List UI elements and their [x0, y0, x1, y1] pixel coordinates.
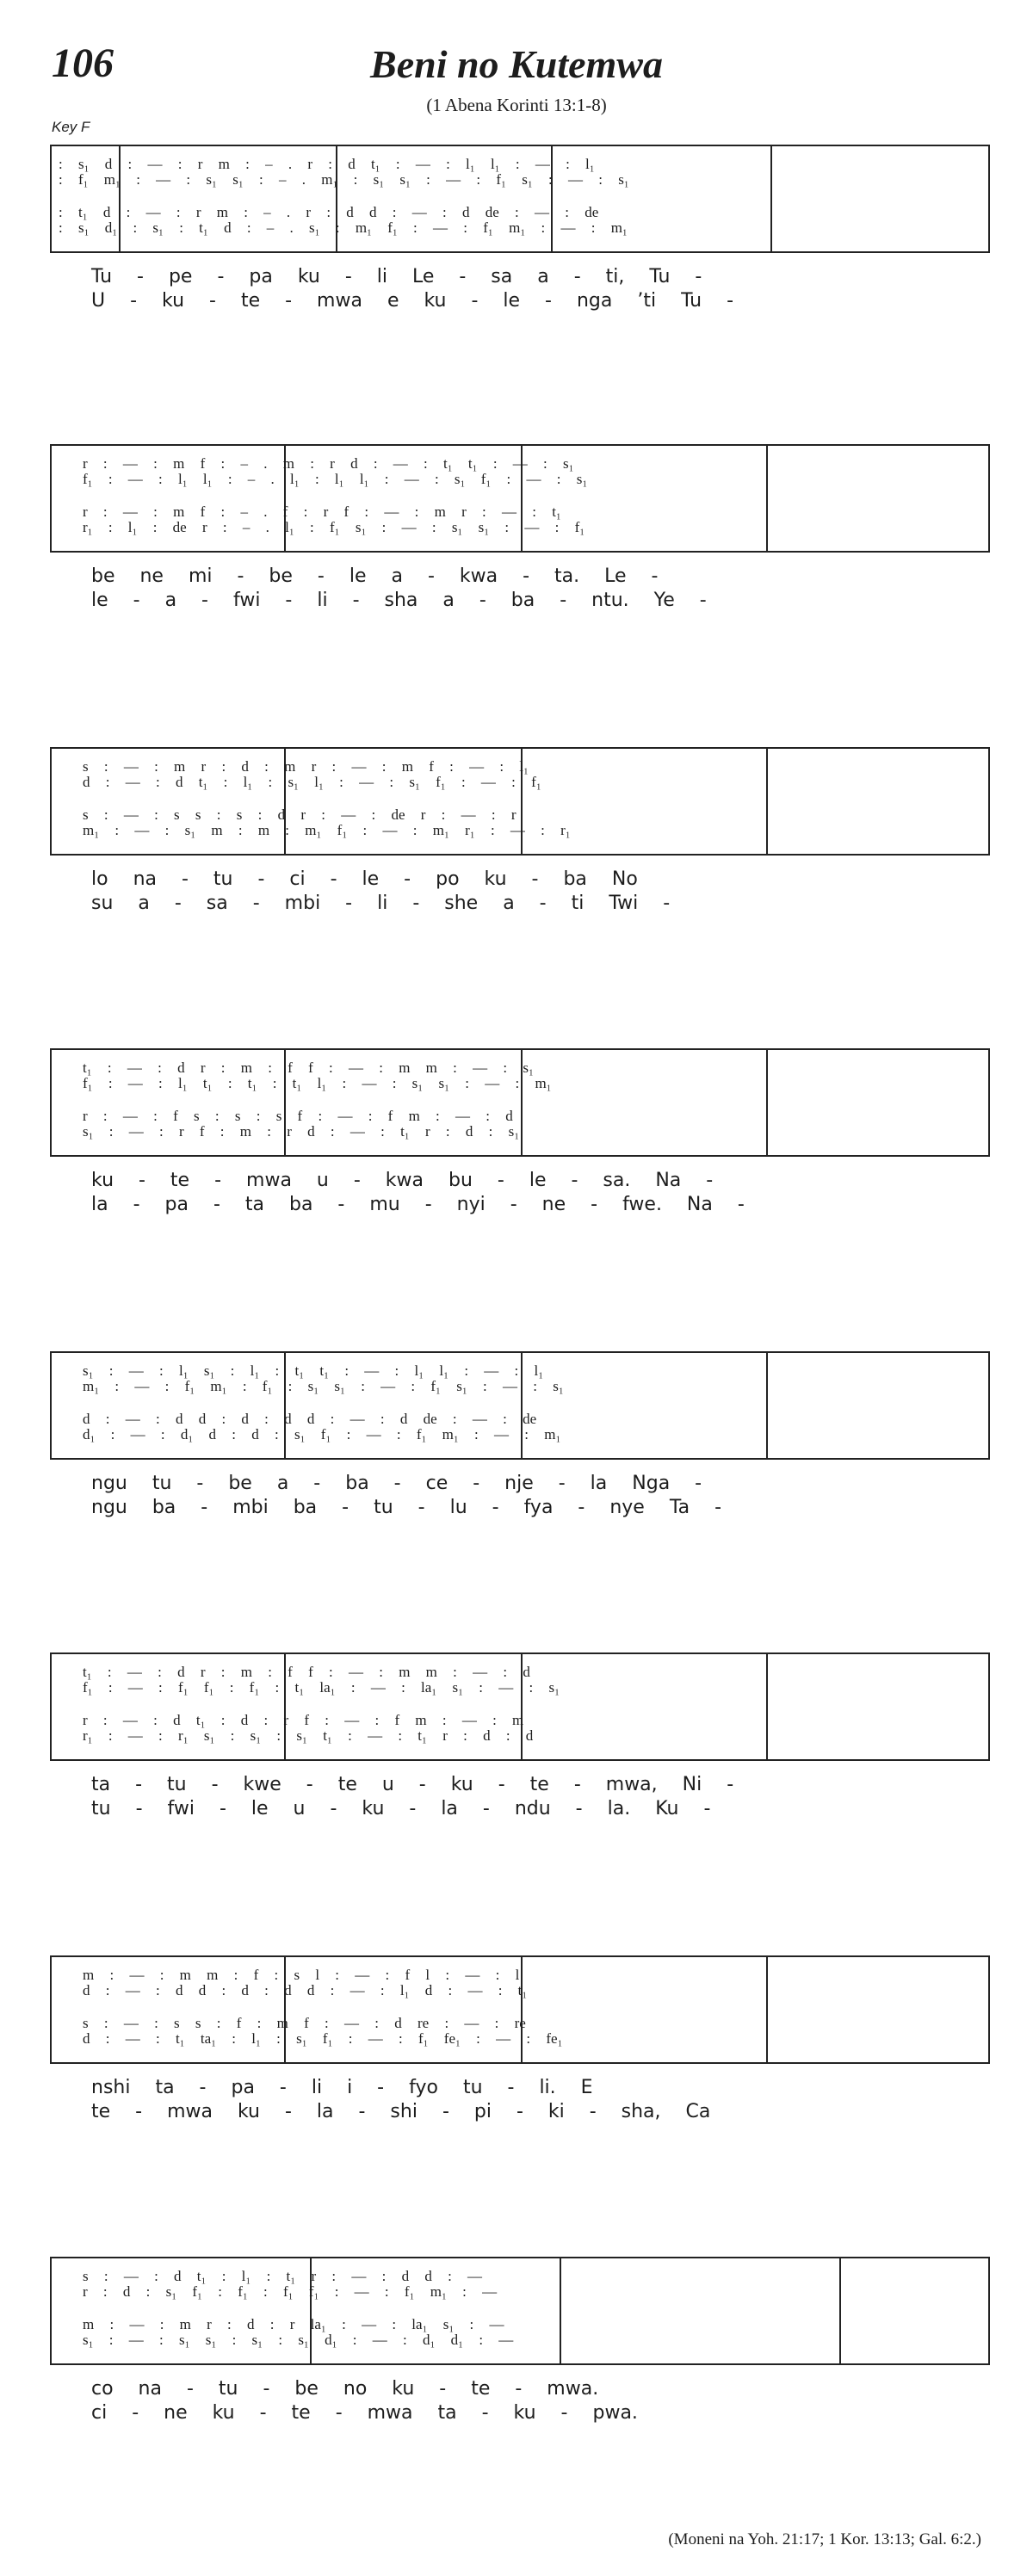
staff-box	[50, 1048, 990, 1157]
solfa-part: d : — : d d : d : d d : — : l₁ d : — : t₁	[83, 1982, 528, 1998]
solfa-part: m : — : m r : d : r la₁ : — : la₁ s₁ : —	[83, 2316, 504, 2332]
music-system	[50, 1955, 990, 2124]
music-system	[50, 1048, 990, 1217]
lyric-line: ci - ne ku - te - mwa ta - ku - pwa.	[91, 2402, 638, 2424]
hymn-title: Beni no Kutemwa	[370, 42, 663, 86]
solfa-part: s₁ : — : l₁ s₁ : l₁ : t₁ t₁ : — : l₁ l₁ : — : l₁	[83, 1362, 544, 1379]
solfa-part: d : — : d d : d : d d : — : d de : — : de	[83, 1411, 537, 1427]
lyrics	[50, 265, 990, 313]
lyric-line: lo na - tu - ci - le - po ku - ba No	[91, 868, 638, 890]
lyric-line: Tu - pe - pa ku - li Le - sa a - ti, Tu -	[91, 266, 702, 287]
staff-box	[50, 1351, 990, 1460]
footer-reference: (Moneni na Yoh. 21:17; 1 Kor. 13:13; Gal. 6:2.)	[668, 2530, 981, 2548]
music-system	[50, 747, 990, 916]
music-system	[50, 444, 990, 613]
lyric-line: ta - tu - kwe - te u - ku - te - mwa, Ni -	[91, 1774, 734, 1795]
lyrics	[50, 565, 990, 613]
lyric-line: le - a - fwi - li - sha a - ba - ntu. Ye -	[91, 590, 707, 611]
staff-box	[50, 747, 990, 856]
solfa-part: : s₁ d : — : r m : – . r : d t₁ : — : l₁ l₁ : — : l₁	[59, 156, 595, 172]
solfa-part: : f₁ m₁ : — : s₁ s₁ : – . m₁ : s₁ s₁ : — : f₁ s₁ : — : s₁	[59, 171, 629, 188]
lyric-line: U - ku - te - mwa e ku - le - nga ’ti Tu -	[91, 290, 734, 312]
solfa-part: t₁ : — : d r : m : f f : — : m m : — : d	[83, 1664, 530, 1680]
staff-box	[50, 444, 990, 553]
solfa-part: : s₁ d₁ : s₁ : t₁ d : – . s₁ : m₁ f₁ : — : f₁ m₁ : — : m₁	[59, 219, 628, 236]
lyric-line: tu - fwi - le u - ku - la - ndu - la. Ku -	[91, 1798, 711, 1819]
solfa-part: t₁ : — : d r : m : f f : — : m m : — : s₁	[83, 1059, 534, 1076]
solfa-part: m : — : m m : f : s l : — : f l : — : l	[83, 1967, 520, 1983]
lyric-line: ku - te - mwa u - kwa bu - le - sa. Na -	[91, 1170, 714, 1191]
hymn-number: 106	[52, 40, 114, 86]
lyric-line: ngu tu - be a - ba - ce - nje - la Nga -	[91, 1473, 702, 1494]
solfa-part: f₁ : — : f₁ f₁ : f₁ : t₁ la₁ : — : la₁ s₁ : — : s₁	[83, 1679, 560, 1696]
lyric-line: ngu ba - mbi ba - tu - lu - fya - nye Ta -	[91, 1497, 722, 1518]
solfa-part: s₁ : — : r f : m : r d : — : t₁ r : d : s₁	[83, 1123, 520, 1140]
solfa-part: r₁ : l₁ : de r : – . l₁ : f₁ s₁ : — : s₁ s₁ : — : f₁	[83, 519, 585, 535]
solfa-part: : t₁ d : — : r m : – . r : d d : — : d de : — : de	[59, 204, 599, 220]
staff-box	[50, 1652, 990, 1761]
key-signature: Key F	[52, 119, 90, 135]
solfa-part: r : — : d t₁ : d : r f : — : f m : — : m	[83, 1712, 524, 1728]
solfa-part: r : d : s₁ f₁ : f₁ : f₁ f₁ : — : f₁ m₁ : —	[83, 2283, 498, 2300]
staff-box	[50, 145, 990, 253]
solfa-part: r : — : m f : – . m : r d : — : t₁ t₁ : — : s₁	[83, 455, 574, 472]
lyrics	[50, 2377, 990, 2425]
lyrics	[50, 1472, 990, 1520]
solfa-part: r : — : f s : s : s f : — : f m : — : d	[83, 1108, 513, 1124]
music-system	[50, 2257, 990, 2425]
solfa-part: f₁ : — : l₁ l₁ : – . l₁ : l₁ l₁ : — : s₁ f₁ : — : s₁	[83, 471, 588, 487]
solfa-part: d : — : d t₁ : l₁ : s₁ l₁ : — : s₁ f₁ : — : f₁	[83, 774, 541, 790]
solfa-part: d₁ : — : d₁ d : d : s₁ f₁ : — : f₁ m₁ : — : m₁	[83, 1426, 561, 1442]
solfa-part: s : — : s s : s : d r : — : de r : — : r	[83, 806, 516, 823]
solfa-part: f₁ : — : l₁ t₁ : t₁ : t₁ l₁ : — : s₁ s₁ : — : m₁	[83, 1075, 552, 1091]
lyrics	[50, 868, 990, 916]
solfa-part: r₁ : — : r₁ s₁ : s₁ : s₁ t₁ : — : t₁ r : d : d	[83, 1727, 534, 1744]
solfa-part: s : — : s s : f : m f : — : d re : — : re	[83, 2015, 526, 2031]
lyric-line: co na - tu - be no ku - te - mwa.	[91, 2378, 599, 2400]
solfa-part: m₁ : — : f₁ m₁ : f₁ : s₁ s₁ : — : f₁ s₁ : — : s₁	[83, 1378, 564, 1394]
scripture-reference: (1 Abena Korinti 13:1-8)	[426, 95, 607, 115]
lyrics	[50, 1773, 990, 1821]
solfa-part: s : — : m r : d : m r : — : m f : — : l₁	[83, 758, 529, 775]
lyric-line: te - mwa ku - la - shi - pi - ki - sha, Ca	[91, 2101, 711, 2122]
solfa-part: d : — : t₁ ta₁ : l₁ : s₁ f₁ : — : f₁ fe₁ : — : fe₁	[83, 2030, 563, 2047]
music-system	[50, 1652, 990, 1821]
solfa-part: s₁ : — : s₁ s₁ : s₁ : s₁ d₁ : — : d₁ d₁ : —	[83, 2332, 514, 2348]
music-system	[50, 1351, 990, 1520]
solfa-part: m₁ : — : s₁ m : m : m₁ f₁ : — : m₁ r₁ : — : r₁	[83, 822, 571, 838]
staff-box	[50, 2257, 990, 2365]
lyric-line: la - pa - ta ba - mu - nyi - ne - fwe. Na -	[91, 1194, 745, 1215]
lyric-line: be ne mi - be - le a - kwa - ta. Le -	[91, 565, 659, 587]
staff-box	[50, 1955, 990, 2064]
lyrics	[50, 2076, 990, 2124]
solfa-part: r : — : m f : – . f : r f : — : m r : — : t₁	[83, 503, 561, 520]
lyrics	[50, 1169, 990, 1217]
music-system	[50, 145, 990, 313]
lyric-line: su a - sa - mbi - li - she a - ti Twi -	[91, 893, 671, 914]
lyric-line: nshi ta - pa - li i - fyo tu - li. E	[91, 2077, 593, 2098]
solfa-part: s : — : d t₁ : l₁ : t₁ r : — : d d : —	[83, 2268, 483, 2284]
